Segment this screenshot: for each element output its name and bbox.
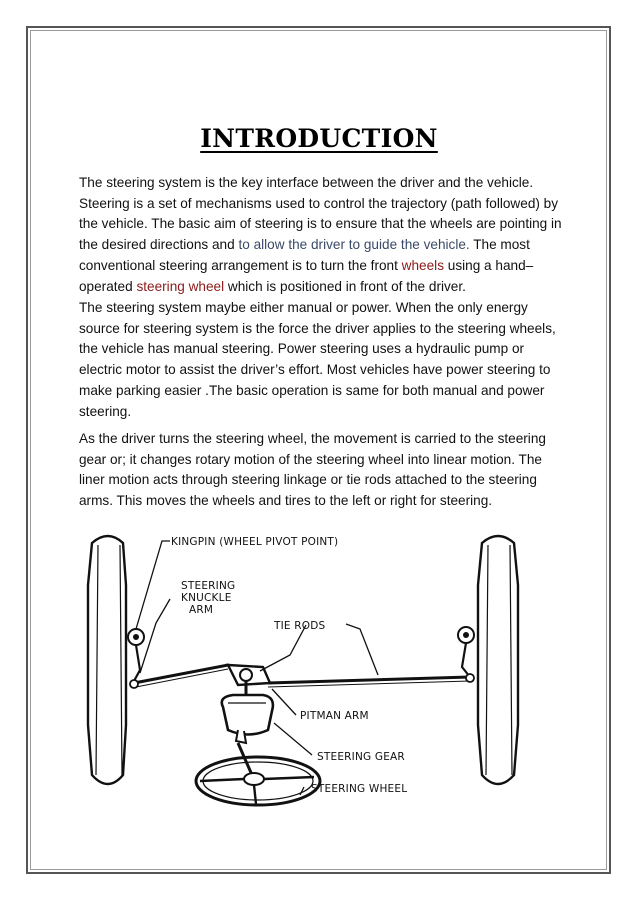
paragraph-1-part-1: The steering system is the key interface between the driver and the vehicle. Steering is a set of mechanisms used to control the trajectory (path followed) by the vehicle. The basic aim of steering is to ensure that the wheels are pointing in the desired directions and xyxy=(79,175,562,253)
label-knuckle-line-2: KNUCKLE xyxy=(181,592,232,604)
steering-gear-box xyxy=(222,695,273,743)
wheels-link[interactable]: wheels xyxy=(401,257,444,273)
label-steering-gear: STEERING GEAR xyxy=(317,751,405,763)
paragraph-3 xyxy=(79,429,569,512)
paragraph-3-text: As the driver turns the steering wheel, the movement is carried to the steering gear or; it changes rotary motion of the steering wheel into linear motion. The liner motion acts through steering linkage or tie rods attached to the steering arms. This moves the wheels and tires to the left or right for steering. xyxy=(79,431,546,509)
paragraph-1 xyxy=(79,173,569,297)
label-tie-rods: TIE RODS xyxy=(274,620,326,632)
label-steering-wheel: STEERING WHEEL xyxy=(311,783,408,795)
steering-wheel-drawing xyxy=(196,757,320,805)
page-title: INTRODUCTION xyxy=(200,124,438,153)
paragraph-1-guide-phrase: to allow the driver to guide the vehicle. xyxy=(238,237,470,253)
label-pitman-arm: PITMAN ARM xyxy=(300,710,369,722)
label-kingpin: KINGPIN (WHEEL PIVOT POINT) xyxy=(171,536,339,548)
tie-rods xyxy=(130,665,474,688)
paragraph-2-text: The steering system maybe either manual or power. When the only energy source for steering system is the force the driver applies to the steering wheels, the vehicle has manual steering. Power steering uses a hydraulic pump or electric motor to assist the driver’s effort. Most vehicles have power steering to make parking easier .The basic operation is same for both manual and power steering. xyxy=(79,300,556,419)
right-tire xyxy=(478,536,518,784)
paragraph-1-part-4: which is positioned in front of the driver. xyxy=(224,278,466,294)
left-kingpin xyxy=(128,629,144,681)
paragraph-1-part-3: using a hand–operated xyxy=(79,257,534,294)
left-tire xyxy=(88,536,126,784)
label-knuckle-line-3: ARM xyxy=(189,604,214,616)
right-kingpin xyxy=(458,627,474,677)
paragraph-2 xyxy=(79,298,569,422)
paragraph-1-part-2: The most conventional steering arrangement is to turn the front xyxy=(79,237,530,273)
pitman-arm xyxy=(228,665,270,697)
steering-system-diagram xyxy=(78,525,533,810)
label-knuckle-line-1: STEERING xyxy=(181,580,236,592)
steering-wheel-link[interactable]: steering wheel xyxy=(136,278,225,294)
